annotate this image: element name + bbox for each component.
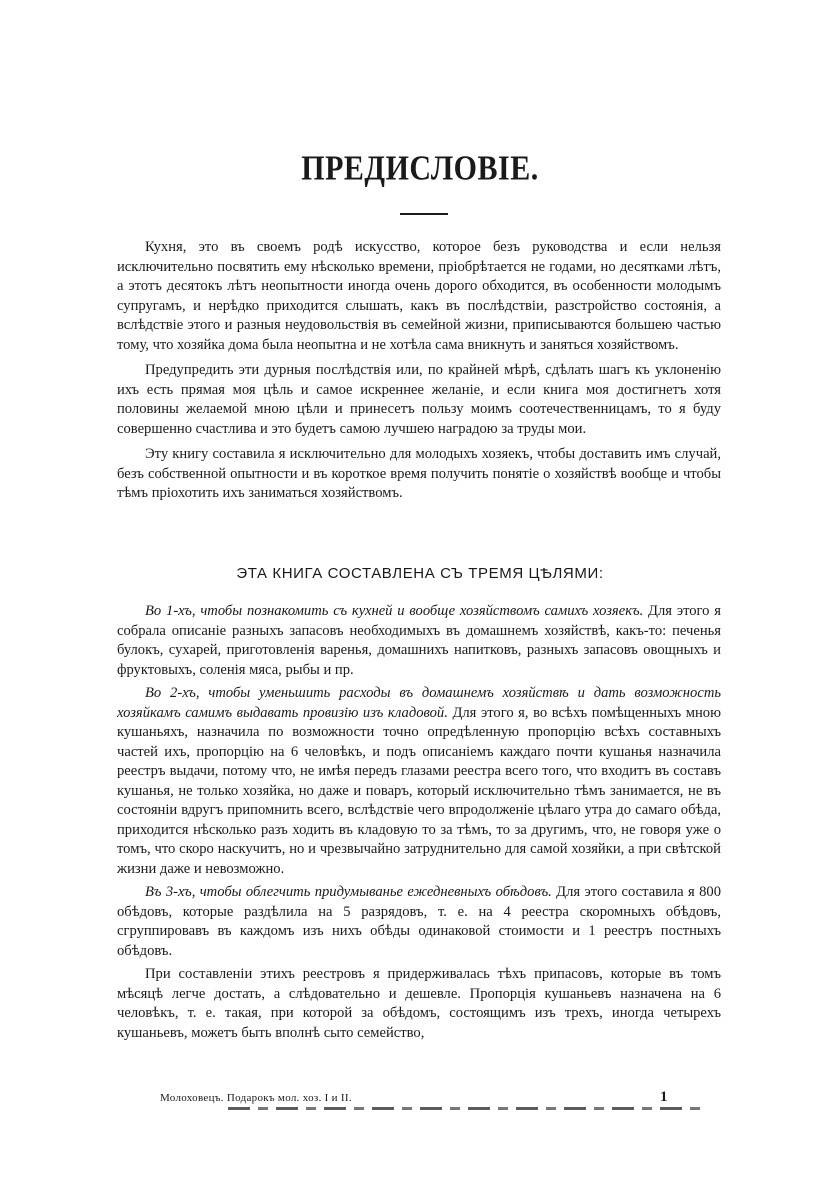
purpose-2-lead: Во 2-хъ, чтобы уменьшить расходы въ домашнемъ хозяйствѣ и дать возможность хозяйкамъ самимъ выдавать провизiю изъ кладовой. bbox=[117, 685, 721, 721]
purpose-1-lead: Во 1-хъ, чтобы познакомить съ кухней и вообще хозяйствомъ самихъ хозяекъ. bbox=[145, 603, 644, 619]
purpose-2-text: Для этого я, во всѣхъ помѣщенныхъ мною кушаньяхъ, назначила по возможности точно опредѣленную пропорцiю всѣхъ составныхъ частей ихъ, пропорцiю на 6 человѣкъ, и подъ описанiемъ каждаго почти кушанья назначила реестръ выдачи, потому что, не имѣя передъ глазами реестра всего того, что входитъ въ составъ кушанья, не только хозяйка, но даже и поваръ, который исключительно тѣмъ занимается, не въ состоянiи вдругъ припомнить всего, вслѣдствiе чего впродолженiе цѣлаго утра до самаго обѣда, приходится нѣсколько разъ ходить въ кладовую то за тѣмъ, то за другимъ, что, не говоря уже о томъ, что скоро наскучитъ, но и чрезвычайно затруднительно для самой хозяйки, а при свѣтской жизни даже и невозможно. bbox=[117, 704, 721, 877]
intro-paragraph-2: Предупредить эти дурныя послѣдствiя или, по крайней мѣрѣ, сдѣлать шагъ къ уклоненiю ихъ есть прямая моя цѣль и самое искреннее желанiе, и если книга моя достигнетъ хотя половины желаемой мною цѣли и принесетъ пользу моимъ соотечественницамъ, то я буду совершенно счастлива и это будетъ самою лучшею наградою за труды мои. bbox=[117, 362, 721, 437]
closing-paragraph: При составленiи этихъ реестровъ я придерживалась тѣхъ припасовъ, которые въ томъ мѣсяцѣ легче достать, а слѣдовательно и дешевле. Пропорцiя кушаньевъ назначена на 6 человѣкъ, т. е. такая, при которой за обѣдомъ, состоящимъ изъ трехъ, иногда четырехъ кушаньевъ, можетъ быть вполнѣ сыто семейство, bbox=[117, 966, 721, 1041]
purpose-1 bbox=[117, 602, 721, 680]
intro-paragraph-3: Эту книгу составила я исключительно для молодыхъ хозяекъ, чтобы доставить имъ случай, безъ собственной опытности и въ короткое время получить понятiе о хозяйствѣ вообще и чтобы тѣмъ прiохотить ихъ заниматься хозяйствомъ. bbox=[117, 446, 721, 501]
intro-section bbox=[117, 238, 721, 504]
purpose-3 bbox=[117, 883, 721, 961]
page-number: 1 bbox=[660, 1089, 668, 1105]
purpose-1-text: Для этого я собрала описанiе разныхъ запасовъ необходимыхъ въ домашнемъ хозяйствѣ, какъ-то: печенья булокъ, сухарей, приготовленiя варенья, домашнихъ напитковъ, разныхъ запасовъ овощныхъ и фруктовыхъ, соленiя мяса, рыбы и пр. bbox=[117, 603, 721, 678]
title-divider bbox=[400, 213, 448, 215]
print-smudge bbox=[228, 1107, 708, 1110]
purpose-2 bbox=[117, 684, 721, 879]
purpose-3-text: Для этого составила я 800 обѣдовъ, которые раздѣлила на 5 разрядовъ, т. е. на 4 реестра скоромныхъ обѣдовъ, сгруппировавъ въ каждомъ изъ нихъ обѣды одинаковой стоимости и 1 реестръ постныхъ обѣдовъ. bbox=[117, 884, 721, 959]
purposes-section bbox=[117, 602, 721, 1043]
section-heading: ЭТА КНИГА СОСТАВЛЕНА СЪ ТРЕМЯ ЦѢЛЯМИ: bbox=[236, 565, 604, 582]
intro-paragraph-1: Кухня, это въ своемъ родѣ искусство, которое безъ руководства и если нельзя исключительно посвятить ему нѣсколько времени, прiобрѣтается не годами, но десятками лѣтъ, а этотъ десятокъ лѣтъ неопытности иногда очень дорого обходится, въ особенности молодымъ супругамъ, и нерѣдко приходится слышать, какъ въ послѣдствiи, разстройство состоянiя, а вслѣдствiе этого и разныя неудовольствiя въ семейной жизни, приписываются большею частью тому, что хозяйка дома была неопытна и не хотѣла сама вникнуть и заняться хозяйствомъ. bbox=[117, 239, 721, 353]
purpose-3-lead: Въ 3-хъ, чтобы облегчить придумыванье ежедневныхъ обѣдовъ. bbox=[145, 884, 552, 900]
page-title: ПРЕДИСЛОВIЕ. bbox=[301, 149, 539, 188]
footer-signature: Молоховецъ. Подарокъ мол. хоз. I и II. bbox=[160, 1092, 352, 1104]
